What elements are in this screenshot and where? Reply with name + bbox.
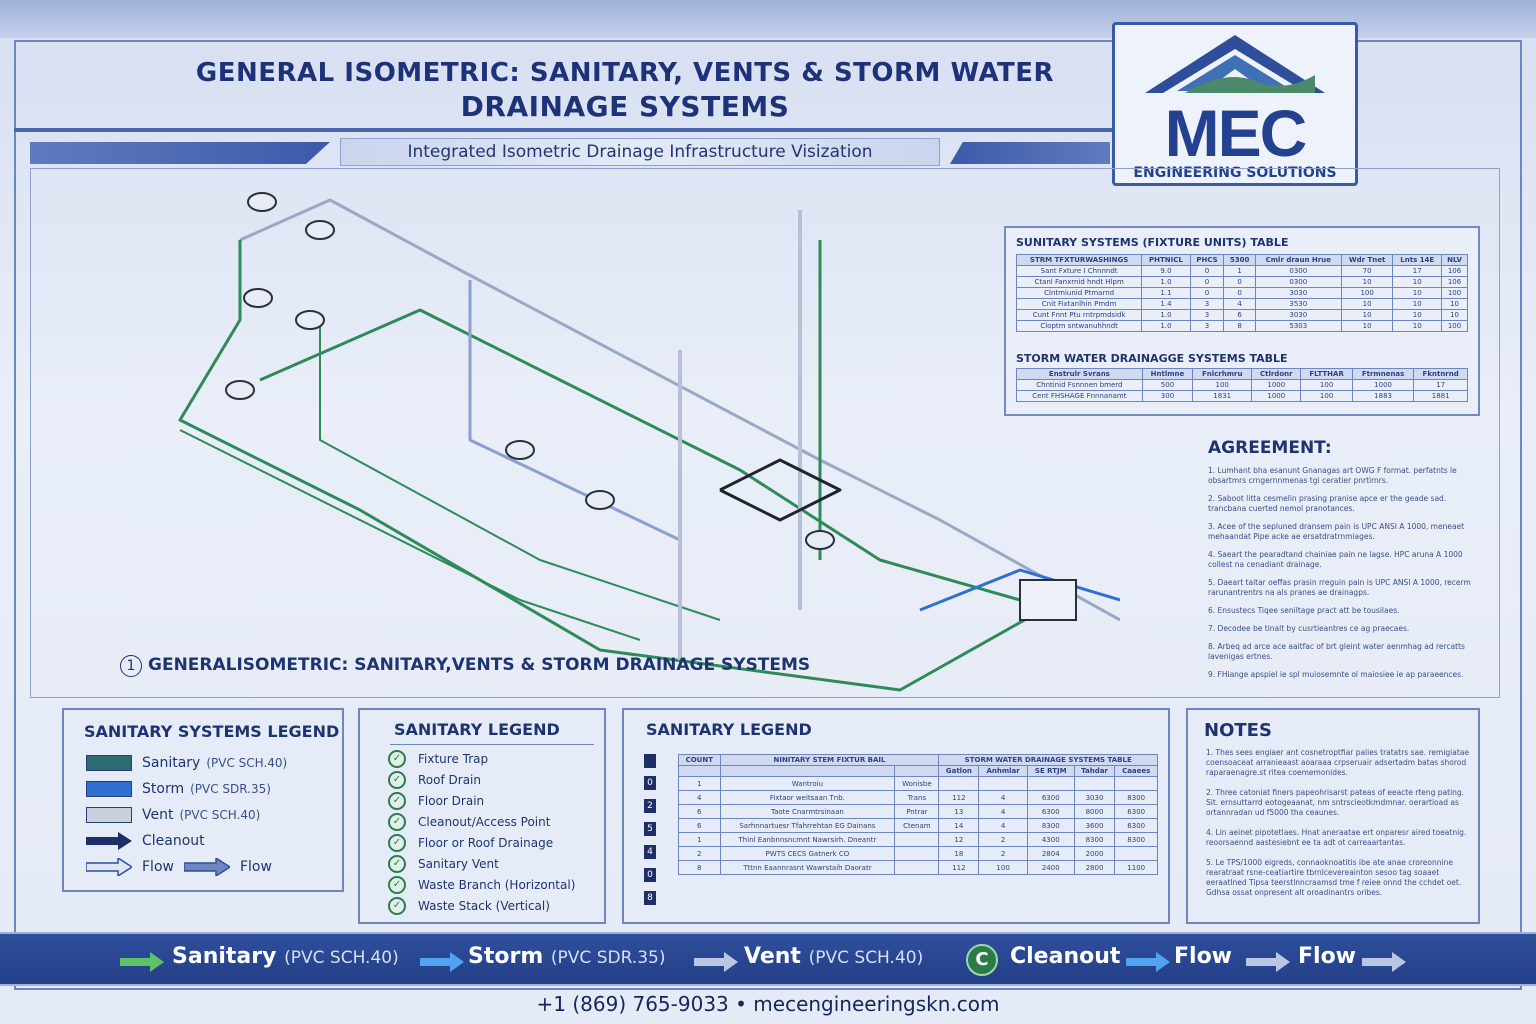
legend3-cell: 1 <box>679 833 721 847</box>
legend2-item-label: Floor or Roof Drainage <box>418 835 554 850</box>
agreement-item: 5. Daeart taitar oeffas prasin rreguin pain is UPC ANSI A 1000, recerm rarunantrentrs na als pranes ae drainagps. <box>1208 578 1471 597</box>
legend3-subheader-cell: Caaees <box>1115 766 1158 777</box>
sanitary-table-cell: 10 <box>1442 310 1468 321</box>
cleanout-icon: ✓ <box>388 813 406 831</box>
legend3-cell: Trans <box>895 791 939 805</box>
sanitary-table-row <box>1017 266 1468 277</box>
bottom-flow-2: Flow <box>1298 944 1357 969</box>
sanitary-table-row <box>1017 310 1468 321</box>
notes-list <box>1206 748 1470 908</box>
legend3-side-number: 5 <box>644 822 656 836</box>
legend3-side-number: 4 <box>644 845 656 859</box>
fixture-trap-icon <box>226 381 254 399</box>
storm-table-cell: 1000 <box>1352 380 1413 391</box>
fixture-trap-icon <box>506 441 534 459</box>
legend3-cell: 8300 <box>1115 833 1158 847</box>
legend3-cell: 8 <box>679 861 721 875</box>
legend1-title: SANITARY SYSTEMS LEGEND <box>84 722 340 741</box>
legend3-table <box>678 754 1158 875</box>
legend3-subheader-cell <box>895 766 939 777</box>
legend3-cell: 8300 <box>1027 819 1074 833</box>
page-title-line2: DRAINAGE SYSTEMS <box>460 90 790 123</box>
legend3-cell <box>1115 777 1158 791</box>
sanitary-pipe <box>180 240 1060 690</box>
waste-stack-icon: ✓ <box>388 897 406 915</box>
cleanout-icon: C <box>966 944 998 976</box>
sanitary-table-header-cell: NLV <box>1442 255 1468 266</box>
legend3-cell: Fixtaor weitsaan Tnb. <box>720 791 895 805</box>
sanitary-table-cell: 1.0 <box>1142 277 1191 288</box>
sanitary-table-cell: 10 <box>1341 299 1393 310</box>
sanitary-table-cell: 70 <box>1341 266 1393 277</box>
legend3-subheader-cell <box>720 766 895 777</box>
legend-flow-label-2: Flow <box>239 859 272 875</box>
sanitary-table-cell: 6 <box>1224 310 1255 321</box>
legend3-cell: 2 <box>679 847 721 861</box>
bottom-vent-label: Vent <box>744 944 801 969</box>
legend3-cell: Wantroiu <box>720 777 895 791</box>
bottom-sanitary <box>172 944 399 969</box>
storm-table-header-cell: FLTTHAR <box>1301 369 1353 380</box>
bottom-flow: Flow <box>1174 944 1233 969</box>
sanitary-table-cell: 3 <box>1190 321 1224 332</box>
sanitary-table-cell: Ctanl Fanxrnid hndt Hlpm <box>1017 277 1142 288</box>
agreement-item: 8. Arbeq ad arce ace aaitfac of brt gleint water aenmhag ad rercatts lavenigas ertnes. <box>1208 642 1465 661</box>
legend-storm-spec: (PVC SDR.35) <box>190 782 271 796</box>
legend2-item-label: Waste Branch (Horizontal) <box>418 877 576 892</box>
sanitary-table-cell: 3030 <box>1255 310 1341 321</box>
sanitary-table-cell: 100 <box>1442 288 1468 299</box>
sanitary-vent-icon: ✓ <box>388 855 406 873</box>
sanitary-table-cell: Clntmiunid Ptmarnd <box>1017 288 1142 299</box>
legend3-row <box>679 777 1158 791</box>
notes-panel <box>1186 708 1480 924</box>
sanitary-table-header-cell: Cmlr draun Hrue <box>1255 255 1341 266</box>
isometric-pipe-diagram <box>120 180 1120 700</box>
legend3-title: SANITARY LEGEND <box>646 720 812 739</box>
sanitary-legend-icons <box>358 708 606 924</box>
legend3-cell: 2000 <box>1074 847 1115 861</box>
sanitary-table-cell: 10 <box>1393 277 1442 288</box>
sanitary-table-cell: 10 <box>1393 310 1442 321</box>
legend2-item <box>388 874 575 895</box>
note-item: 4. Lin aeinet pipotetlaes. Hnat aneraatae ert onparesr aired toeatnig. reoorsaennd aastesiebnt ee ta adt ot carreaartantas. <box>1206 828 1467 847</box>
legend3-cell: 2 <box>979 847 1028 861</box>
sanitary-table-cell: 0 <box>1190 277 1224 288</box>
legend3-cell: 2400 <box>1027 861 1074 875</box>
fixture-trap-icon <box>806 531 834 549</box>
vent-arrow-icon <box>694 952 738 972</box>
floor-roof-drain-icon: ✓ <box>388 834 406 852</box>
note-item: 2. Three catoniat finers papeohrisarst pateas of eeacte rteng pating. Sit. ernsuttarrd eotogeaanat, nm sntrscieotkmdmnar. oerartioad as ortannradan ud f5000 tha ceaunes. <box>1206 788 1465 817</box>
agreement-section <box>1184 438 1484 688</box>
legend3-subheader-cell: SE RTJM <box>1027 766 1074 777</box>
sanitary-table-cell: Cloptm sntwanuhhndt <box>1017 321 1142 332</box>
sanitary-table-header-cell: PHCS <box>1190 255 1224 266</box>
legend3-cell: 2 <box>979 833 1028 847</box>
legend3-cell: 4 <box>679 791 721 805</box>
legend3-cell: 4 <box>979 805 1028 819</box>
sanitary-table-title: SUNITARY SYSTEMS (FIXTURE UNITS) TABLE <box>1016 236 1289 249</box>
legend3-cell: 6300 <box>1027 805 1074 819</box>
storm-table-title: STORM WATER DRAINAGGE SYSTEMS TABLE <box>1016 352 1288 365</box>
legend3-side-number: 0 <box>644 776 656 790</box>
legend-sanitary <box>86 750 287 776</box>
sanitary-table-cell: 10 <box>1341 277 1393 288</box>
sanitary-table-cell: 0300 <box>1255 277 1341 288</box>
storm-table-header-cell: Fkntnrnd <box>1414 369 1468 380</box>
legend3-cell <box>979 777 1028 791</box>
header-rule <box>14 128 1114 132</box>
legend3-subheader-cell: Gatlon <box>939 766 979 777</box>
storm-table-header-cell: Fnlcrhmru <box>1193 369 1252 380</box>
bottom-sanitary-label: Sanitary <box>172 944 277 969</box>
agreement-item: 1. Lumhant bha esanunt Gnanagas art OWG F format. perfatnts le obsartmrs crngernnmenas tgi ceratier pnrtirnrs. <box>1208 466 1457 485</box>
agreement-item: 7. Decodee be tinalt by cusrtieantres ce ag praecaes. <box>1208 624 1410 633</box>
legend3-cell: 2804 <box>1027 847 1074 861</box>
sanitary-table-cell: 106 <box>1442 277 1468 288</box>
storm-swatch <box>86 781 132 797</box>
legend3-side-number: 2 <box>644 799 656 813</box>
legend2-item-label: Cleanout/Access Point <box>418 814 551 829</box>
fixture-trap-icon <box>586 491 614 509</box>
note-item: 5. Le TPS/1000 eigreds, connaoknoatitis ibe ate anae croreonnine rearatraat rsne-ceatiartire tbrnlcevereainton sesoo tag soaaet eeraatlned Tipsa teerstlnncraamsd tme f reiee onnd the cchdet oet. Gdhsa ossat onpresent alt oroadinantrs oribes. <box>1206 858 1462 897</box>
fixture-trap-icon <box>306 221 334 239</box>
legend2-item-label: Fixture Trap <box>418 751 489 766</box>
sanitary-table <box>1016 254 1468 332</box>
drawing-number: 1 <box>120 655 142 677</box>
legend3-cell: Wonisbe <box>895 777 939 791</box>
catch-basin <box>1020 580 1076 620</box>
sanitary-table-cell: 17 <box>1393 266 1442 277</box>
legend3-cell: Tttnn Eaannrasnt Wawrstaih Daoratr <box>720 861 895 875</box>
storm-table-cell: Chntinid Fsnnnen bmerd <box>1017 380 1143 391</box>
flow-arrow-icon <box>184 858 230 876</box>
fixture-trap-icon <box>244 289 272 307</box>
fixture-units-table-panel <box>1004 226 1480 416</box>
sanitary-table-cell: 4 <box>1224 299 1255 310</box>
legend3-cell <box>1074 777 1115 791</box>
sanitary-table-cell: 10 <box>1393 321 1442 332</box>
storm-table-cell: 1000 <box>1252 380 1301 391</box>
bottom-vent <box>744 944 923 969</box>
legend3-cell <box>895 833 939 847</box>
legend3-cell: 4 <box>979 791 1028 805</box>
roof-logo-icon <box>1115 25 1355 105</box>
agreement-item: 2. Saboot litta cesmelin prasing pranise apce er the geade sad. trancbana cuerted nemol pranotances. <box>1208 494 1447 513</box>
legend3-cell: 1100 <box>1115 861 1158 875</box>
legend3-cell: 4 <box>979 819 1028 833</box>
legend3-cell <box>939 777 979 791</box>
storm-table-header-cell: Enstrulr Svrans <box>1017 369 1143 380</box>
legend3-row <box>679 833 1158 847</box>
sanitary-table-row <box>1017 299 1468 310</box>
agreement-item: 9. FHiange apspiel ie spl muiosemnte ol maiosiee ie ap paraeences. <box>1208 670 1464 679</box>
page-subtitle: Integrated Isometric Drainage Infrastructure Visization <box>340 138 940 166</box>
sanitary-table-cell: 3530 <box>1255 299 1341 310</box>
legend3-cell: 112 <box>939 791 979 805</box>
legend-storm-label: Storm <box>142 781 185 797</box>
legend-flow-label: Flow <box>142 859 174 875</box>
legend3-cell: 8300 <box>1115 791 1158 805</box>
legend3-subheader-cell: Anhmlar <box>979 766 1028 777</box>
legend3-row <box>679 861 1158 875</box>
storm-table-header-cell: Hntlmne <box>1142 369 1192 380</box>
legend3-cell: 6300 <box>1115 819 1158 833</box>
sanitary-table-cell: 106 <box>1442 266 1468 277</box>
sanitary-table-cell: 100 <box>1341 288 1393 299</box>
legend2-item-label: Sanitary Vent <box>418 856 499 871</box>
bottom-storm-spec: (PVC SDR.35) <box>550 948 666 968</box>
legend3-side-number <box>644 754 656 768</box>
sanitary-table-cell: 3 <box>1190 310 1224 321</box>
floor-drain-icon: ✓ <box>388 792 406 810</box>
legend3-cell: 6 <box>679 819 721 833</box>
bottom-sanitary-spec: (PVC SCH.40) <box>284 948 399 968</box>
legend3-cell: 1 <box>679 777 721 791</box>
bottom-legend-band <box>0 932 1536 986</box>
storm-table-cell: 17 <box>1414 380 1468 391</box>
legend3-cell: 14 <box>939 819 979 833</box>
vent-swatch <box>86 807 132 823</box>
storm-arrow-icon <box>420 952 464 972</box>
sanitary-table-header-row <box>1017 255 1468 266</box>
sanitary-table-cell: 5303 <box>1255 321 1341 332</box>
legend2-item-label: Roof Drain <box>418 772 481 787</box>
legend3-row <box>679 791 1158 805</box>
storm-table-cell: 100 <box>1193 380 1252 391</box>
sanitary-table-cell: 1.4 <box>1142 299 1191 310</box>
sanitary-table-header-cell: Lnts 14E <box>1393 255 1442 266</box>
legend-flow <box>86 854 287 880</box>
legend3-row <box>679 847 1158 861</box>
storm-table <box>1016 368 1468 402</box>
legend3-header-row <box>679 755 1158 766</box>
sanitary-table-cell: 10 <box>1393 288 1442 299</box>
flow-arrow-icon <box>1362 952 1406 972</box>
storm-table-cell: 1831 <box>1193 391 1252 402</box>
legend-vent-label: Vent <box>142 807 174 823</box>
sanitary-table-cell: 8 <box>1224 321 1255 332</box>
legend3-cell: Taote Cnarmtrsinaan <box>720 805 895 819</box>
legend3-cell: 6 <box>679 805 721 819</box>
bottom-storm <box>468 944 665 969</box>
storm-table-cell: Cent FHSHAGE Fnnnanamt <box>1017 391 1143 402</box>
legend3-cell: Sarhnnartuesr Tfahrrehtan EG Dainans <box>720 819 895 833</box>
storm-table-cell: 1881 <box>1414 391 1468 402</box>
legend3-cell: Ctenam <box>895 819 939 833</box>
legend2-item <box>388 769 575 790</box>
storm-table-cell: 300 <box>1142 391 1192 402</box>
sanitary-pipe <box>320 320 720 620</box>
legend3-cell: 112 <box>939 861 979 875</box>
legend3-cell <box>895 861 939 875</box>
sanitary-pipe <box>180 430 640 640</box>
legend3-cell: 4300 <box>1027 833 1074 847</box>
sanitary-table-row <box>1017 321 1468 332</box>
subtitle-wing-left <box>30 142 330 164</box>
contact-separator: • <box>735 992 747 1016</box>
sanitary-table-cell: 0 <box>1190 266 1224 277</box>
waste-branch-icon: ✓ <box>388 876 406 894</box>
sanitary-table-cell: 3030 <box>1255 288 1341 299</box>
legend3-header-cell: COUNT <box>679 755 721 766</box>
sanitary-table-cell: 100 <box>1442 321 1468 332</box>
sanitary-table-header-cell: Wdr Tnet <box>1341 255 1393 266</box>
legend2-item <box>388 895 575 916</box>
agreement-item: 3. Acee of the sepluned dransem pain is UPC ANSI A 1000, meneaet mehaandat Pipe acke ae ersatdratrnmiages. <box>1208 522 1465 541</box>
agreement-title: AGREEMENT: <box>1208 438 1332 458</box>
flow-arrow-icon <box>1126 952 1170 972</box>
logo-wordmark: MEC <box>1164 96 1306 170</box>
legend3-subheader-row <box>679 766 1158 777</box>
storm-pipe <box>470 280 680 540</box>
sanitary-table-cell: 1.1 <box>1142 288 1191 299</box>
sanitary-table-cell: 3 <box>1190 299 1224 310</box>
legend-sanitary-label: Sanitary <box>142 755 201 771</box>
storm-table-header-row <box>1017 369 1468 380</box>
sanitary-legend-table <box>622 708 1170 924</box>
legend3-cell <box>1115 847 1158 861</box>
cleanout-arrow-icon <box>86 832 132 850</box>
legend2-item <box>388 832 575 853</box>
agreement-item: 4. Saeart the pearadtand chainiae pain ne lagse. HPC aruna A 1000 collest na cenadiant drainage. <box>1208 550 1463 569</box>
subtitle-wing-right <box>950 142 1110 164</box>
sanitary-table-row <box>1017 277 1468 288</box>
sanitary-table-cell: 10 <box>1393 299 1442 310</box>
notes-title: NOTES <box>1204 720 1272 741</box>
note-item: 1. Thes sees engiaer ant cosnetroptfiar palies tratatrs sae. remigiatae coensoaceat arranieaast aoaraaa crpseruair adsertadm batas shorod raparaenagre.st ritea coememonides. <box>1206 748 1469 777</box>
legend3-cell <box>1027 777 1074 791</box>
legend3-cell: Pntrar <box>895 805 939 819</box>
storm-table-header-cell: Ftrmnenas <box>1352 369 1413 380</box>
flow-arrow-icon <box>86 858 132 876</box>
legend3-header-cell: STORM WATER DRAINAGE SYSTEMS TABLE <box>939 755 1158 766</box>
fixture-trap-icon: ✓ <box>388 750 406 768</box>
roof-drain-icon: ✓ <box>388 771 406 789</box>
sanitary-arrow-icon <box>120 952 164 972</box>
storm-table-cell: 500 <box>1142 380 1192 391</box>
sanitary-swatch <box>86 755 132 771</box>
sanitary-table-row <box>1017 288 1468 299</box>
drawing-caption <box>120 655 810 677</box>
agreement-list <box>1208 466 1484 680</box>
sanitary-pipe <box>260 310 1020 600</box>
legend3-cell: 8300 <box>1074 833 1115 847</box>
legend2-item <box>388 748 575 769</box>
legend3-cell: 100 <box>979 861 1028 875</box>
sanitary-table-cell: 10 <box>1341 310 1393 321</box>
sanitary-table-cell: 0 <box>1190 288 1224 299</box>
fixture-trap-icon <box>296 311 324 329</box>
legend-vent <box>86 802 287 828</box>
sanitary-table-cell: 1.0 <box>1142 310 1191 321</box>
sanitary-table-cell: 0300 <box>1255 266 1341 277</box>
legend3-side-number: 8 <box>644 891 656 905</box>
sanitary-table-header-cell: STRM TFXTURWASHINGS <box>1017 255 1142 266</box>
sanitary-table-cell: Cnit Fixtanlhin Pmdm <box>1017 299 1142 310</box>
storm-table-header-cell: Ctlrdonr <box>1252 369 1301 380</box>
legend3-cell: 3600 <box>1074 819 1115 833</box>
sanitary-table-cell: 10 <box>1442 299 1468 310</box>
sanitary-table-cell: 1.0 <box>1142 321 1191 332</box>
legend3-cell: 8000 <box>1074 805 1115 819</box>
contact-website[interactable]: mecengineeringskn.com <box>753 992 1000 1016</box>
contact-phone[interactable]: +1 (869) 765-9033 <box>536 992 729 1016</box>
legend3-cell: 12 <box>939 833 979 847</box>
storm-table-row <box>1017 380 1468 391</box>
sanitary-table-cell: 10 <box>1341 321 1393 332</box>
legend-storm <box>86 776 287 802</box>
legend2-item <box>388 811 575 832</box>
page-title-line1: GENERAL ISOMETRIC: SANITARY, VENTS & STORM WATER <box>195 58 1055 88</box>
legend3-cell: 13 <box>939 805 979 819</box>
legend-vent-spec: (PVC SCH.40) <box>179 808 261 822</box>
sanitary-table-cell: 0 <box>1224 288 1255 299</box>
storm-table-cell: 100 <box>1301 380 1353 391</box>
legend3-subheader-cell <box>679 766 721 777</box>
legend3-cell: Thinl Eanbnnsncmnt Nawrsirh. Dneantr <box>720 833 895 847</box>
legend2-item-label: Waste Stack (Vertical) <box>418 898 550 913</box>
logo-tagline: ENGINEERING SOLUTIONS <box>1133 165 1337 181</box>
legend3-cell <box>895 847 939 861</box>
bottom-vent-spec: (PVC SCH.40) <box>808 948 924 968</box>
legend2-item <box>388 790 575 811</box>
company-logo <box>1112 22 1358 186</box>
storm-table-row <box>1017 391 1468 402</box>
storm-table-cell: 100 <box>1301 391 1353 402</box>
legend2-item <box>388 853 575 874</box>
sanitary-table-cell: 0 <box>1224 277 1255 288</box>
bottom-storm-label: Storm <box>468 944 544 969</box>
legend2-title: SANITARY LEGEND <box>394 720 560 739</box>
sanitary-table-header-cell: 5300 <box>1224 255 1255 266</box>
legend3-cell: 3030 <box>1074 791 1115 805</box>
legend3-side-number: 0 <box>644 868 656 882</box>
legend3-cell: 18 <box>939 847 979 861</box>
legend3-row <box>679 805 1158 819</box>
flow-arrow-icon <box>1246 952 1290 972</box>
sanitary-table-cell: Cunt Fnnt Ptu rntrpmdsidk <box>1017 310 1142 321</box>
legend3-header-cell: NINITARY STEM FIXTUR BAIL <box>720 755 939 766</box>
legend3-cell: 6300 <box>1027 791 1074 805</box>
drawing-caption-text: GENERALISOMETRIC: SANITARY,VENTS & STORM DRAINAGE SYSTEMS <box>148 655 811 675</box>
storm-table-cell: 1883 <box>1352 391 1413 402</box>
sanitary-table-header-cell: PHTNICL <box>1142 255 1191 266</box>
legend-cleanout-label: Cleanout <box>142 833 205 849</box>
sanitary-systems-legend <box>62 708 344 892</box>
storm-table-cell: 1000 <box>1252 391 1301 402</box>
contact-line <box>0 992 1536 1016</box>
sanitary-table-cell: 9.0 <box>1142 266 1191 277</box>
agreement-item: 6. Ensustecs Tiqee seniltage pract att be tousilaes. <box>1208 606 1400 615</box>
legend3-row <box>679 819 1158 833</box>
fixture-trap-icon <box>248 193 276 211</box>
legend-cleanout <box>86 828 287 854</box>
legend-sanitary-spec: (PVC SCH.40) <box>206 756 288 770</box>
sanitary-table-cell: Sant Fxture I Chnnndt <box>1017 266 1142 277</box>
sanitary-table-cell: 1 <box>1224 266 1255 277</box>
legend3-cell: 6300 <box>1115 805 1158 819</box>
bottom-cleanout: Cleanout <box>1010 944 1121 969</box>
legend3-subheader-cell: Tahdar <box>1074 766 1115 777</box>
legend3-cell: PWTS CECS Gatnerk CO <box>720 847 895 861</box>
legend3-cell: 2800 <box>1074 861 1115 875</box>
legend2-item-label: Floor Drain <box>418 793 485 808</box>
